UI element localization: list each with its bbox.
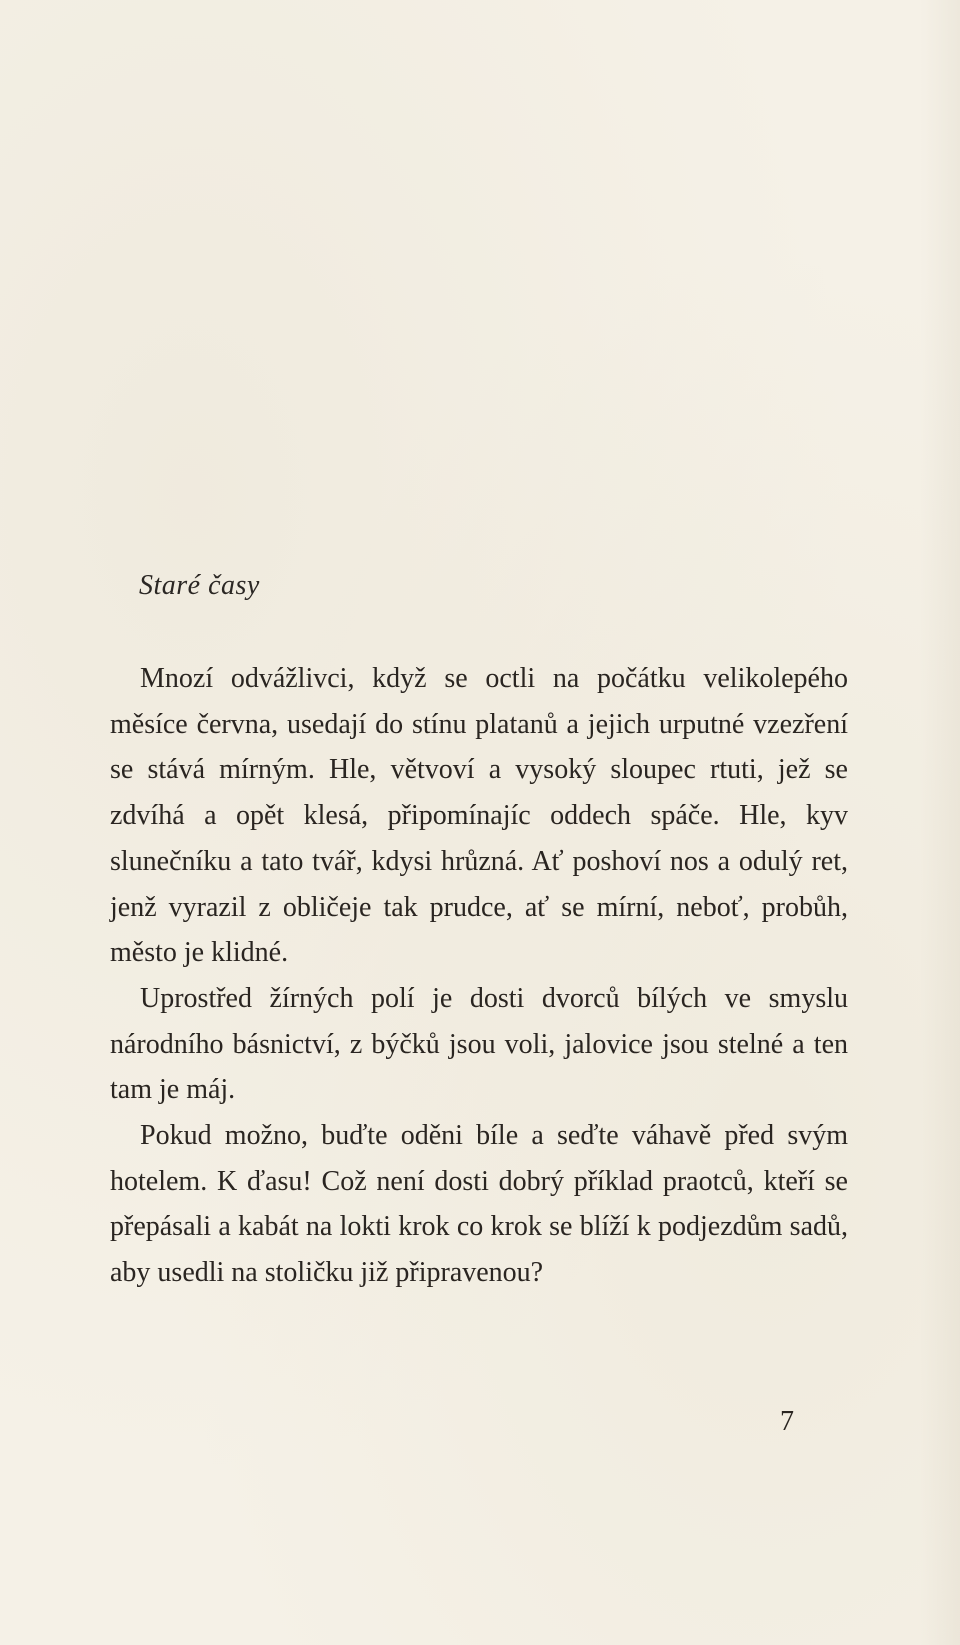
page-edge-shadow	[920, 0, 960, 1645]
page-number: 7	[780, 1406, 794, 1437]
chapter-title: Staré časy	[139, 570, 260, 601]
paragraph-1: Mnozí odvážlivci, když se octli na počátku velikolepého měsíce června, usedají do stínu platanů a jejich urputné vzezření se stává mírným. Hle, větvoví a vysoký sloupec rtuti, jež se zdvíhá a opět klesá, připomínajíc oddech spáče. Hle, kyv slunečníku a tato tvář, kdysi hrůzná. Ať poshoví nos a odulý ret, jenž vyrazil z obličeje tak prudce, ať se mírní, neboť, probůh, město je klidné.	[110, 663, 848, 969]
body-text	[110, 656, 848, 1296]
paragraph-2: Uprostřed žírných polí je dosti dvorců bílých ve smyslu národního básnictví, z býčků jsou voli, jalovice jsou stelné a ten tam je máj.	[110, 982, 848, 1106]
paragraph-3: Pokud možno, buďte oděni bíle a seďte váhavě před svým hotelem. K ďasu! Což není dosti dobrý příklad praotců, kteří se přepásali a kabát na lokti krok co krok se blíží k podjezdům sadů, aby usedli na stoličku již připravenou?	[110, 1120, 848, 1289]
